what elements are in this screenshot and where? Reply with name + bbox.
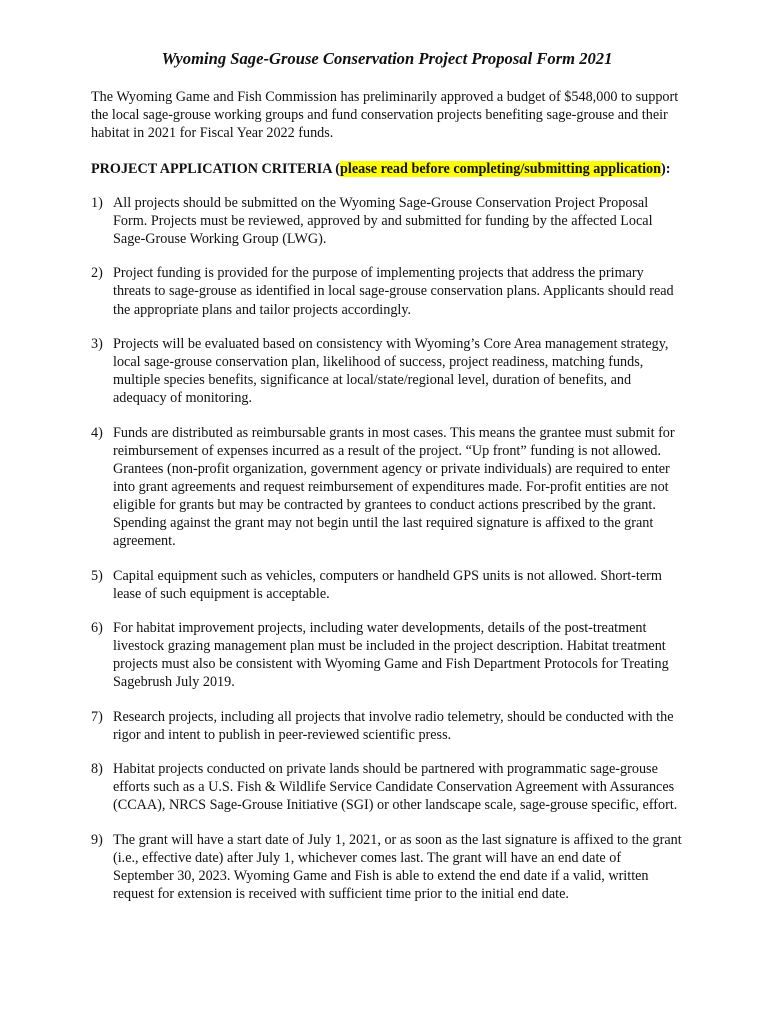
document-page <box>91 48 683 919</box>
list-item <box>91 194 683 248</box>
list-item-text: All projects should be submitted on the Wyoming Sage-Grouse Conservation Project Proposal Form. Projects must be reviewed, approved by and submitted for funding by the affected Local Sage-Grouse Working Group (LWG). <box>113 194 653 247</box>
intro-paragraph: The Wyoming Game and Fish Commission has preliminarily approved a budget of $548,000 to support the local sage-grouse working groups and fund conservation projects benefiting sage-grouse and their habitat in 2021 for Fiscal Year 2022 funds. <box>91 89 679 142</box>
list-item-text: Habitat projects conducted on private lands should be partnered with programmatic sage-grouse efforts such as a U.S. Fish & Wildlife Service Candidate Conservation Agreement with Assurances (CCAA), NRCS Sage-Grouse Initiative (SGI) or other landscape scale, sage-grouse specific, effort. <box>113 761 678 814</box>
list-item-text: Research projects, including all projects that involve radio telemetry, should be conducted with the rigor and intent to publish in peer-reviewed scientific press. <box>113 708 674 743</box>
list-item-text: Capital equipment such as vehicles, computers or handheld GPS units is not allowed. Short-term lease of such equipment is acceptable. <box>113 567 662 602</box>
criteria-heading-highlight: please read before completing/submitting application <box>339 160 662 177</box>
list-item-number: 9) <box>91 831 103 848</box>
document-title: Wyoming Sage-Grouse Conservation Project Proposal Form 2021 <box>161 49 613 68</box>
criteria-list <box>91 194 683 903</box>
list-item-text: Funds are distributed as reimbursable grants in most cases. This means the grantee must submit for reimbursement of expenses incurred as a result of the project. “Up front” funding is not allowed. Grantees (non-profit organization, government agency or private individuals) are required to enter into grant agreements and request reimbursement of expenditures made. For-profit entities are not eligible for grants but may be contracted by grantees to conduct actions prescribed by the grant. Spending against the grant may not begin until the last required signature is affixed to the grant agreement. <box>113 424 675 550</box>
list-item <box>91 335 683 407</box>
list-item-number: 2) <box>91 265 103 282</box>
list-item-number: 5) <box>91 567 103 584</box>
list-item <box>91 619 683 691</box>
list-item <box>91 567 683 603</box>
list-item-text: For habitat improvement projects, including water developments, details of the post-treatment livestock grazing management plan must be included in the project description. Habitat treatment projects must also be consistent with Wyoming Game and Fish Department Protocols for Treating Sagebrush July 2019. <box>113 620 669 691</box>
list-item-number: 8) <box>91 761 103 778</box>
list-item-text: Project funding is provided for the purpose of implementing projects that address the primary threats to sage-grouse as identified in local sage-grouse conservation plans. Applicants should read the appropriate plans and tailor projects accordingly. <box>113 265 674 318</box>
list-item <box>91 708 683 744</box>
list-item-number: 1) <box>91 194 103 211</box>
list-item <box>91 760 683 814</box>
criteria-heading-suffix: ): <box>661 160 671 177</box>
list-item-number: 6) <box>91 620 103 637</box>
list-item-number: 7) <box>91 708 103 725</box>
criteria-heading <box>91 160 683 178</box>
criteria-heading-label: PROJECT APPLICATION CRITERIA ( <box>91 160 340 177</box>
list-item <box>91 264 683 318</box>
list-item-number: 4) <box>91 424 103 441</box>
list-item-number: 3) <box>91 335 103 352</box>
list-item-text: Projects will be evaluated based on consistency with Wyoming’s Core Area management strategy, local sage-grouse conservation plan, likelihood of success, project readiness, matching funds, multiple species benefits, significance at local/state/regional level, duration of benefits, and adequacy of monitoring. <box>113 335 669 407</box>
list-item-text: The grant will have a start date of July 1, 2021, or as soon as the last signature is affixed to the grant (i.e., effective date) after July 1, whichever comes last. The grant will have an end date of September 30, 2023. Wyoming Game and Fish is able to extend the end date if a valid, written request for extension is received with sufficient time prior to the initial end date. <box>113 831 682 903</box>
list-item <box>91 424 683 551</box>
list-item <box>91 831 683 903</box>
